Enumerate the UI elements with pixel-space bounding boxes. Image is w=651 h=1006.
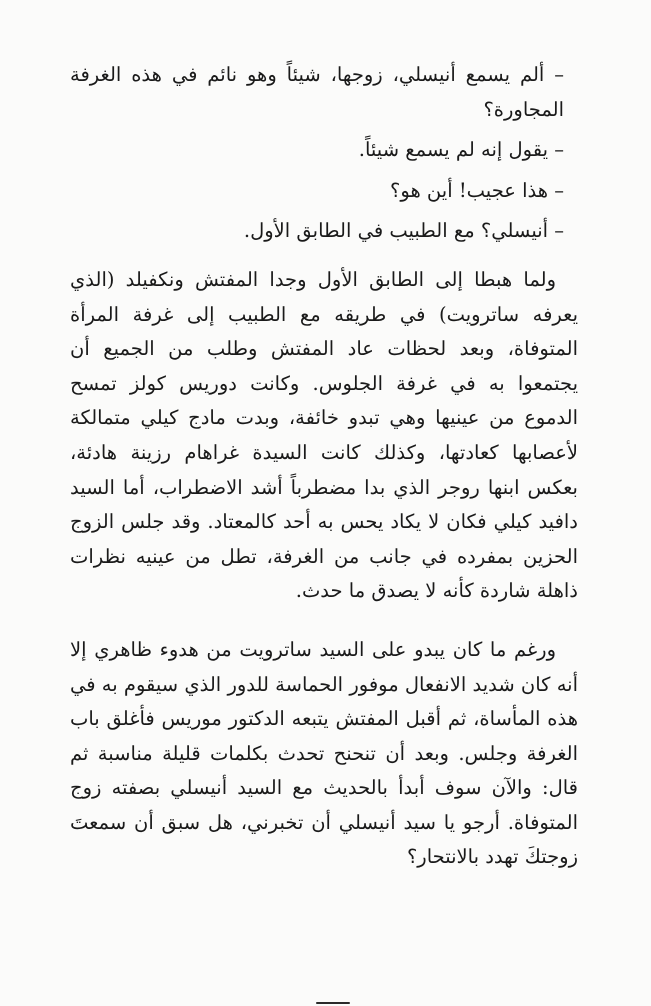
cropped-page-footer [300,998,350,1006]
dialogue-line: – هذا عجيب! أين هو؟ [390,178,564,202]
narrative-paragraph: ورغم ما كان يبدو على السيد ساترويت من هدوء ظاهري إلا أنه كان شديد الانفعال موفور الحماسة للدور الذي سيقوم به في هذه المأساة، ثم أقبل المفتش يتبعه الدكتور موريس فأغلق باب الغرفة وجلس. وبعد أن تنحنح تحدث بكلمات قليلة مناسبة ثم قال: والآن سوف أبدأ بالحديث مع السيد أنيسلي بصفته زوج المتوفاة. أرجو يا سيد أنيسلي أن تخبرني، هل سبق أن سمعتَ زوجتكَ تهدد بالانتحار؟ [70,637,578,869]
page-body [70,58,578,875]
dialogue-line: – ألم يسمع أنيسلي، زوجها، شيئاً وهو نائم في هذه الغرفة المجاورة؟ [70,63,564,121]
dialogue-line: – يقول إنه لم يسمع شيئاً. [358,138,564,162]
narrative-paragraph: ولما هبطا إلى الطابق الأول وجدا المفتش ونكفيلد (الذي يعرفه ساترويت) في طريقه مع الطبيب إلى غرفة المرأة المتوفاة، وبعد لحظات عاد المفتش وطلب من الجميع أن يجتمعوا به في غرفة الجلوس. وكانت دوريس كولز تمسح الدموع من عينيها وهي تبدو خائفة، وبدت مادج كيلي متمالكة لأعصابها كعادتها، وكذلك كانت السيدة غراهام رزينة هادئة، بعكس ابنها روجر الذي بدا مضطرباً أشد الاضطراب، أما السيد دافيد كيلي فكان لا يكاد يحس به أحد كالمعتاد. وقد جلس الزوج الحزين بمفرده في جانب من الغرفة، تطل من عينيه نظرات ذاهلة شاردة كأنه لا يصدق ما حدث. [70,267,578,603]
dialogue-line: – أنيسلي؟ مع الطبيب في الطابق الأول. [243,219,564,243]
